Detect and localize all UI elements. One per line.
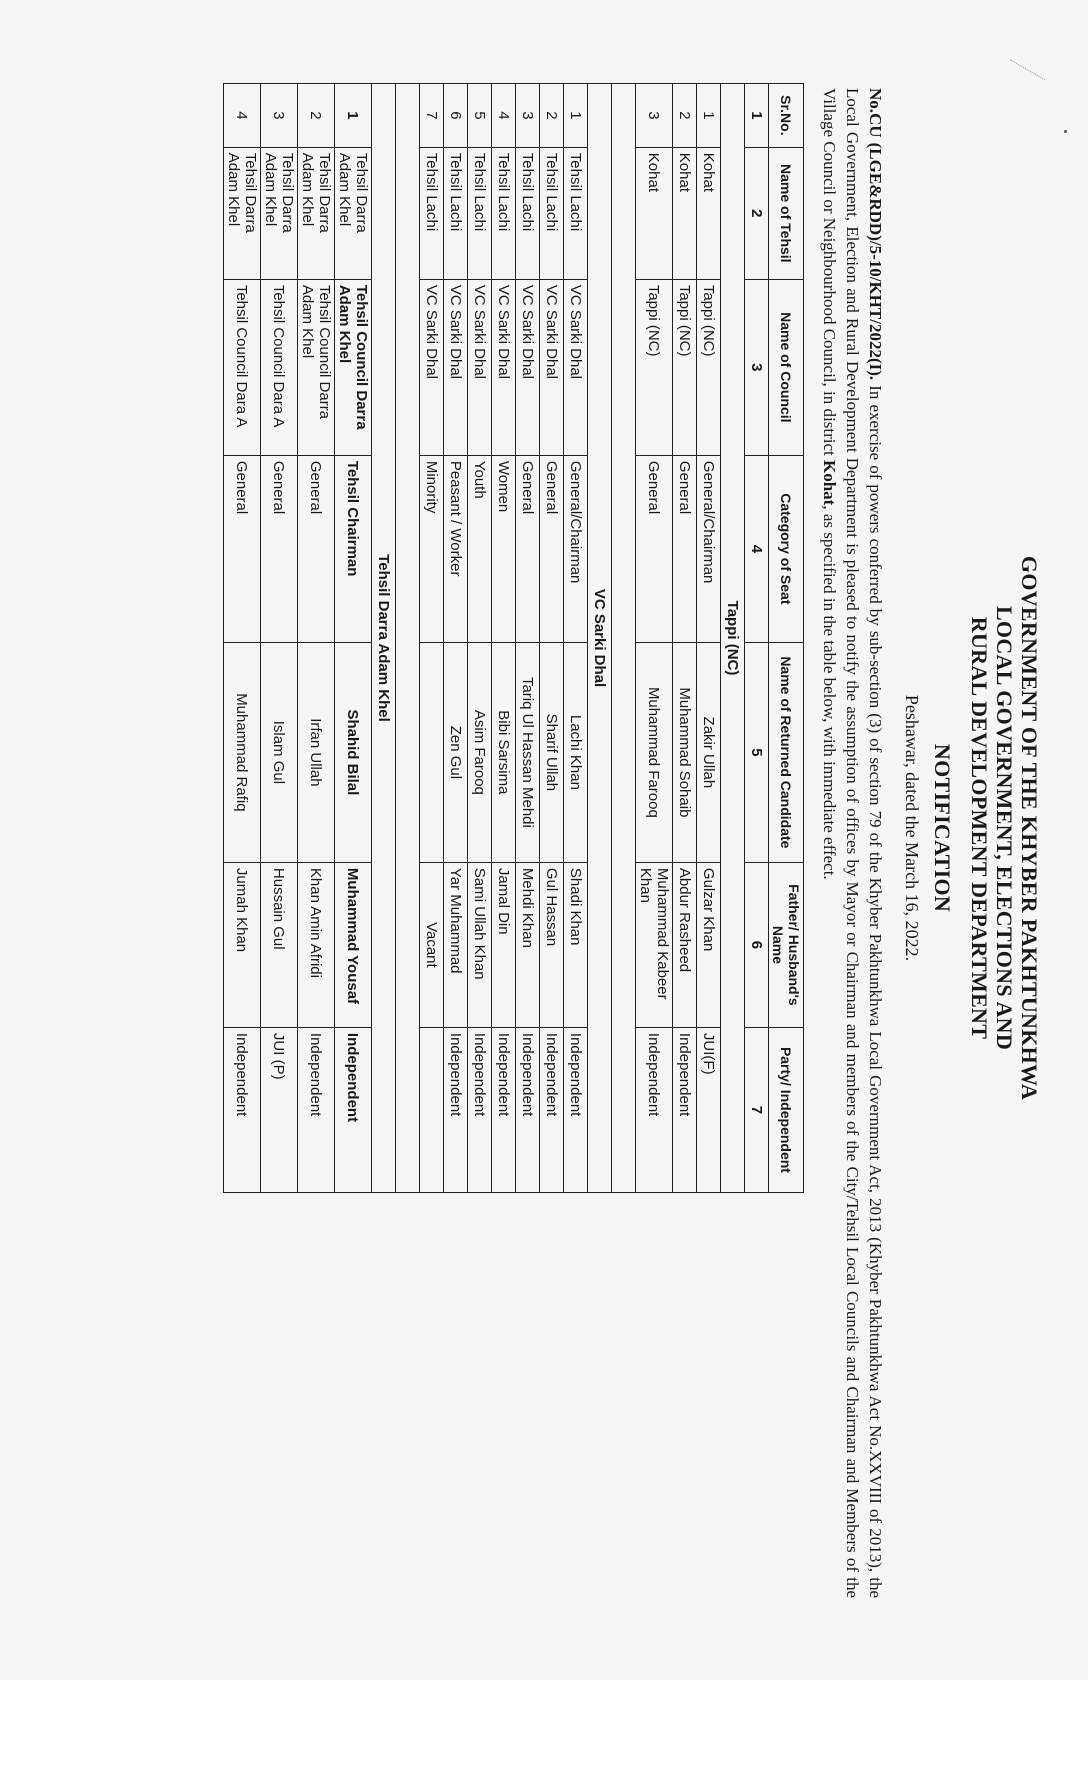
cell-tehsil: Tehsil Darra Adam Khel [298,147,335,279]
cell-party: Independent [636,1027,673,1192]
table-row [335,84,372,1193]
cell-father: Muhammad Yousaf [335,862,372,1027]
table-row [468,84,492,1193]
cell-sr: 2 [540,84,564,148]
table-row [298,84,335,1193]
cell-council: Tappi (NC) [636,279,673,455]
rotated-document [12,28,1052,1628]
cell-category: Tehsil Chairman [335,455,372,642]
col-number: 3 [745,279,769,455]
cell-sr: 1 [564,84,588,148]
cell-party: Independent [673,1027,697,1192]
table-header-row [769,84,804,1193]
cell-category: Youth [468,455,492,642]
col-header-tehsil: Name of Tehsil [769,147,804,279]
header-line-3: RURAL DEVELOPMENT DEPARTMENT [967,616,992,1040]
scan-speck [1064,130,1067,133]
notification-body-b: , as specified in the table below, with immediate effect. [820,505,839,880]
cell-category: General [636,455,673,642]
section-row [721,84,745,1193]
cell-party: Independent [564,1027,588,1192]
col-number: 4 [745,455,769,642]
cell-father: Vacant [420,862,444,1027]
spacer-cell [396,84,420,1193]
col-header-father: Father/ Husband's Name [769,862,804,1027]
col-header-council: Name of Council [769,279,804,455]
section-title-tappi: Tappi (NC) [721,84,745,1193]
cell-category: General [540,455,564,642]
cell-candidate: Islam Gul [261,642,298,862]
cell-party: Independent [516,1027,540,1192]
table-row [564,84,588,1193]
cell-council: VC Sarki Dhal [540,279,564,455]
section-1-rows [636,84,721,1193]
spacer-row [612,84,636,1193]
results-table [223,83,804,1193]
col-header-candidate: Name of Returned Candidate [769,642,804,862]
cell-category: General [224,455,261,642]
table-row [636,84,673,1193]
cell-sr: 5 [468,84,492,148]
cell-candidate: Zakir Ullah [697,642,721,862]
col-header-srno: Sr.No. [769,84,804,148]
cell-candidate: Bibi Sarsima [492,642,516,862]
cell-party: Independent [335,1027,372,1192]
cell-sr: 7 [420,84,444,148]
cell-council: VC Sarki Dhal [492,279,516,455]
cell-council: VC Sarki Dhal [444,279,468,455]
cell-candidate: Shahid Bilal [335,642,372,862]
cell-category: General [673,455,697,642]
col-header-category: Category of Seat [769,455,804,642]
col-header-party: Party/ Independent [769,1027,804,1192]
cell-father: Abdur Rasheed [673,862,697,1027]
cell-council: Tehsil Council Darra Adam Khel [298,279,335,455]
cell-party: Independent [468,1027,492,1192]
cell-party: Independent [540,1027,564,1192]
section-2-rows [420,84,588,1193]
cell-father: Shadi Khan [564,862,588,1027]
table-row [673,84,697,1193]
cell-sr: 6 [444,84,468,148]
cell-father: Muhammad Kabeer Khan [636,862,673,1027]
cell-candidate: Asim Farooq [468,642,492,862]
cell-tehsil: Tehsil Darra Adam Khel [224,147,261,279]
cell-father: Mehdi Khan [516,862,540,1027]
cell-sr: 1 [697,84,721,148]
cell-father: Hussain Gul [261,862,298,1027]
column-number-row [745,84,769,1193]
cell-category: Minority [420,455,444,642]
table-row [697,84,721,1193]
col-number: 2 [745,147,769,279]
table-row [420,84,444,1193]
section-row [372,84,396,1193]
cell-tehsil: Tehsil Darra Adam Khel [261,147,298,279]
cell-tehsil: Kohat [636,147,673,279]
cell-tehsil: Tehsil Lachi [420,147,444,279]
table-row [516,84,540,1193]
cell-category: General [516,455,540,642]
cell-father: Gulzar Khan [697,862,721,1027]
col-number: 1 [745,84,769,148]
cell-sr: 3 [261,84,298,148]
cell-father: Jumah Khan [224,862,261,1027]
cell-candidate [420,642,444,862]
cell-father: Yar Muhammad [444,862,468,1027]
cell-council: VC Sarki Dhal [420,279,444,455]
section-title-vc-sarki-dhal: VC Sarki Dhal [588,84,612,1193]
cell-candidate: Irfan Ullah [298,642,335,862]
header-line-1: GOVERNMENT OF THE KHYBER PAKHTUNKHWA [1017,555,1042,1101]
cell-council: Tehsil Council Darra Adam Khel [335,279,372,455]
cell-tehsil: Tehsil Lachi [516,147,540,279]
cell-tehsil: Tehsil Lachi [444,147,468,279]
cell-party: Independent [224,1027,261,1192]
col-number: 7 [745,1027,769,1192]
cell-party: Independent [444,1027,468,1192]
cell-category: General [298,455,335,642]
cell-party: JUI (P) [261,1027,298,1192]
table-row [540,84,564,1193]
table-row [444,84,468,1193]
cell-council: VC Sarki Dhal [516,279,540,455]
section-title-darra: Tehsil Darra Adam Khel [372,84,396,1193]
notification-title: NOTIFICATION [930,743,955,913]
cell-candidate: Zen Gul [444,642,468,862]
spacer-cell [612,84,636,1193]
cell-father: Jamal Din [492,862,516,1027]
section-row [588,84,612,1193]
cell-tehsil: Kohat [673,147,697,279]
cell-category: Peasant / Worker [444,455,468,642]
cell-party: Independent [298,1027,335,1192]
notification-body-a: In exercise of powers conferred by sub-section (3) of section 79 of the Khyber Pakhtunkhwa Local Government Act, 2013 (Khyber Pakhtunkhwa Act No.XXVIII of 2013), the Local Government, Election and Rural Development Department is pleased to notify the assumption of offices by Mayor or Chairman and members of the City/Tehsil Local Councils and Chairman and Members of the Village Council or Neighbourhood Council, in district [820,88,885,1598]
table-row [492,84,516,1193]
cell-candidate: Muhammad Sohaib [673,642,697,862]
cell-council: Tappi (NC) [697,279,721,455]
cell-sr: 4 [224,84,261,148]
table-row [224,84,261,1193]
spacer-row [396,84,420,1193]
cell-sr: 4 [492,84,516,148]
cell-father: Khan Amin Afridi [298,862,335,1027]
cell-candidate: Tariq Ul Hassan Mehdi [516,642,540,862]
cell-tehsil: Tehsil Lachi [492,147,516,279]
section-3-rows [224,84,372,1193]
notification-ref: No.CU (LGE&RDD)/5-10/KHT/2022(I). [866,88,885,381]
cell-council: Tehsil Council Dara A [261,279,298,455]
cell-category: General/Chairman [697,455,721,642]
cell-sr: 3 [636,84,673,148]
cell-sr: 1 [335,84,372,148]
cell-tehsil: Tehsil Lachi [540,147,564,279]
cell-candidate: Lachi Khan [564,642,588,862]
cell-candidate: Sharif Ullah [540,642,564,862]
cell-council: Tehsil Council Dara A [224,279,261,455]
cell-category: General [261,455,298,642]
cell-sr: 3 [516,84,540,148]
col-number: 6 [745,862,769,1027]
cell-tehsil: Tehsil Lachi [468,147,492,279]
cell-candidate: Muhammad Farooq [636,642,673,862]
cell-category: General/Chairman [564,455,588,642]
cell-party [420,1027,444,1192]
cell-tehsil: Tehsil Darra Adam Khel [335,147,372,279]
col-number: 5 [745,642,769,862]
cell-tehsil: Tehsil Lachi [564,147,588,279]
cell-council: VC Sarki Dhal [468,279,492,455]
cell-sr: 2 [673,84,697,148]
cell-father: Gul Hassan [540,862,564,1027]
cell-sr: 2 [298,84,335,148]
table-row [261,84,298,1193]
cell-council: Tappi (NC) [673,279,697,455]
notification-paragraph [818,28,887,1628]
date-line: Peshawar, dated the March 16, 2022. [902,694,922,962]
cell-candidate: Muhammad Rafiq [224,642,261,862]
cell-father: Sami Ullah Khan [468,862,492,1027]
notification-district: Kohat [820,459,839,506]
cell-party: JUI(F) [697,1027,721,1192]
cell-category: Women [492,455,516,642]
cell-tehsil: Kohat [697,147,721,279]
cell-council: VC Sarki Dhal [564,279,588,455]
header-line-2: LOCAL GOVERNMENT, ELECTIONS AND [992,605,1017,1051]
cell-party: Independent [492,1027,516,1192]
